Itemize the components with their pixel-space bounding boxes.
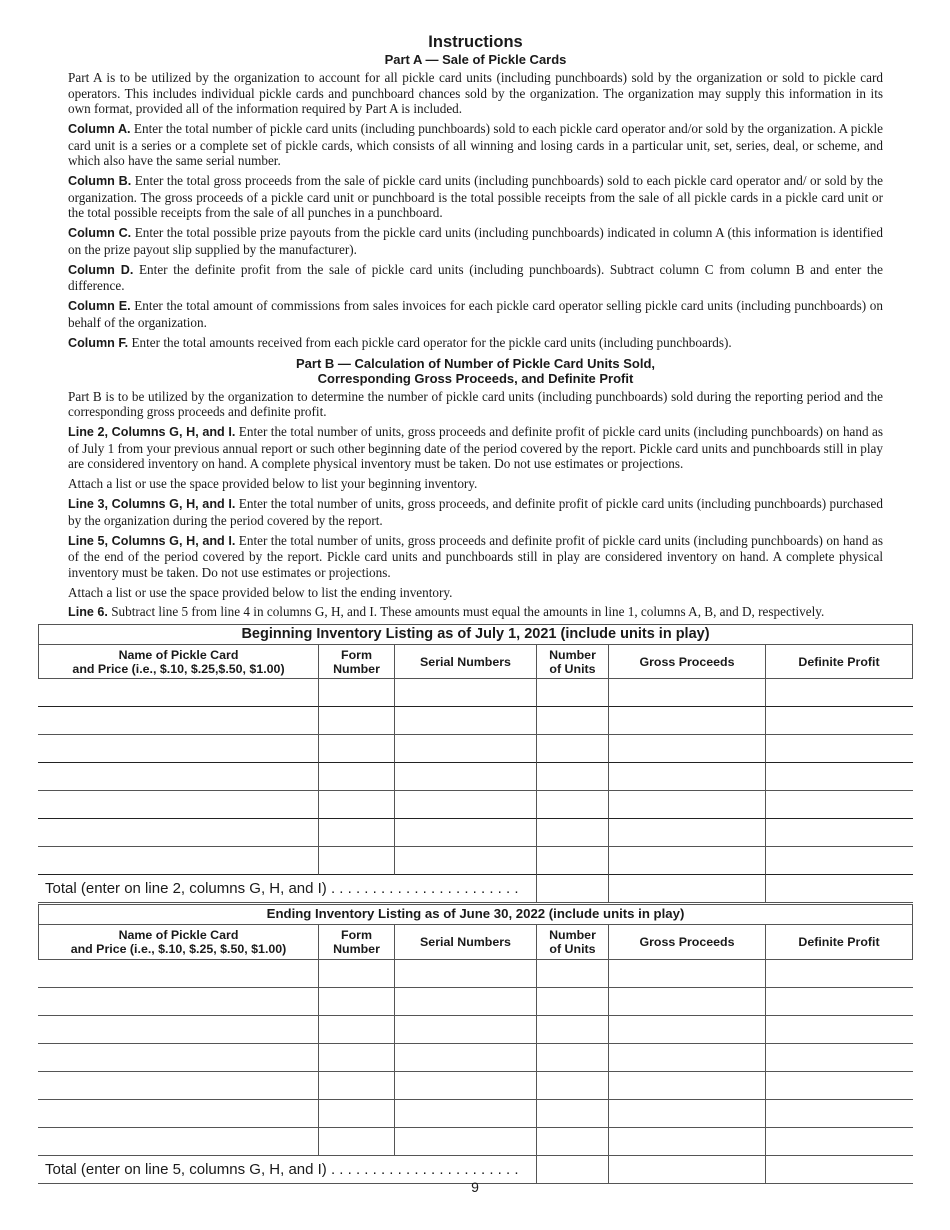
line-2-text: Enter the total number of units, gross proceeds and definite profit of pickle card units (including punchboards) on hand as of July 1 from your previous annual report or such other beginning date of the period covered by the report. Pickle card units and punchboards still in play are considered inventory on hand. A complete physical inventory must be taken. Do not use estimates or projections. (68, 424, 883, 472)
gross-cell[interactable] (608, 763, 765, 791)
header-number-of-units: Number of Units (536, 924, 608, 960)
units-cell[interactable] (536, 735, 608, 763)
column-a-label: Column A. (68, 122, 131, 137)
units-cell[interactable] (536, 1016, 608, 1044)
total-units-cell[interactable] (536, 875, 608, 903)
gross-cell[interactable] (608, 1016, 765, 1044)
column-f-label: Column F. (68, 335, 129, 350)
serial-cell[interactable] (394, 763, 536, 791)
part-b-heading-line1: Part B — Calculation of Number of Pickle Card Units Sold, (296, 355, 655, 371)
line-6-label: Line 6. (68, 605, 108, 620)
profit-cell[interactable] (765, 819, 913, 847)
gross-cell[interactable] (608, 819, 765, 847)
serial-cell[interactable] (394, 847, 536, 875)
gross-cell[interactable] (608, 1044, 765, 1072)
table-row[interactable] (38, 707, 913, 735)
ending-table-title: Ending Inventory Listing as of June 30, 2022 (include units in play) (38, 904, 913, 924)
form-cell[interactable] (318, 735, 394, 763)
serial-cell[interactable] (394, 1100, 536, 1128)
serial-cell[interactable] (394, 819, 536, 847)
header-definite-profit: Definite Profit (765, 924, 913, 960)
serial-cell[interactable] (394, 707, 536, 735)
form-cell[interactable] (318, 791, 394, 819)
beginning-table-title: Beginning Inventory Listing as of July 1, 2021 (include units in play) (38, 624, 913, 644)
form-cell[interactable] (318, 1100, 394, 1128)
gross-cell[interactable] (608, 1072, 765, 1100)
name-cell[interactable] (38, 988, 318, 1016)
gross-cell[interactable] (608, 791, 765, 819)
column-c-instruction (68, 225, 883, 257)
table-row[interactable] (38, 988, 913, 1016)
total-gross-cell[interactable] (608, 875, 765, 903)
header-serial-numbers: Serial Numbers (394, 644, 536, 679)
form-cell[interactable] (318, 763, 394, 791)
units-cell[interactable] (536, 819, 608, 847)
serial-cell[interactable] (394, 988, 536, 1016)
units-cell[interactable] (536, 960, 608, 988)
gross-cell[interactable] (608, 988, 765, 1016)
part-a-heading: Part A — Sale of Pickle Cards (384, 52, 567, 67)
profit-cell[interactable] (765, 763, 913, 791)
form-cell[interactable] (318, 988, 394, 1016)
column-b-text: Enter the total gross proceeds from the sale of pickle card units (including punchboards) sold to each pickle card operator and/ or sold by the organization. The gross proceeds of a pickle card unit or punchboard is the total possible receipts from the sale of all pickle cards in a pickle card unit or the total possible receipts from the sale of all punches in a punchboard. (68, 173, 884, 221)
form-cell[interactable] (318, 819, 394, 847)
name-cell[interactable] (38, 960, 318, 988)
profit-cell[interactable] (765, 707, 913, 735)
table-row[interactable] (38, 1044, 913, 1072)
header-serial-numbers: Serial Numbers (394, 924, 536, 960)
profit-cell[interactable] (765, 735, 913, 763)
table-row[interactable] (38, 735, 913, 763)
units-cell[interactable] (536, 679, 608, 707)
part-b-heading-line2: Corresponding Gross Proceeds, and Definite Profit (317, 370, 634, 386)
profit-cell[interactable] (765, 988, 913, 1016)
units-cell[interactable] (536, 1072, 608, 1100)
column-e-text: Enter the total amount of commissions from sales invoices for each pickle card operator selling pickle card units (including punchboards) on behalf of the organization. (68, 298, 883, 330)
table-row[interactable] (38, 679, 913, 707)
column-d-text: Enter the definite profit from the sale of pickle card units (including punchboards). Subtract column C from column B and enter the difference. (68, 261, 883, 294)
table-row[interactable] (38, 847, 913, 875)
table-row[interactable] (38, 791, 913, 819)
name-cell[interactable] (38, 707, 318, 735)
units-cell[interactable] (536, 791, 608, 819)
name-cell[interactable] (38, 735, 318, 763)
units-cell[interactable] (536, 1100, 608, 1128)
gross-cell[interactable] (608, 679, 765, 707)
units-cell[interactable] (536, 847, 608, 875)
page-title: Instructions (428, 33, 523, 51)
line-2-label: Line 2, Columns G, H, and I. (68, 425, 236, 440)
column-e-instruction (68, 298, 883, 330)
column-a-instruction (68, 121, 883, 169)
header-definite-profit: Definite Profit (765, 644, 913, 679)
column-f-instruction (68, 335, 883, 352)
serial-cell[interactable] (394, 679, 536, 707)
line-5-text: Enter the total number of units, gross proceeds and definite profit of pickle card units (including punchboards) on hand as of the end of the period covered by the report. Pickle card units and punchboards still in play are considered inventory on hand. A complete physical inventory must be taken. Do not use estimates or projections. (68, 532, 883, 580)
form-cell[interactable] (318, 679, 394, 707)
header-gross-proceeds: Gross Proceeds (608, 644, 765, 679)
line-2-instruction (68, 424, 883, 472)
page-number: 9 (471, 1179, 479, 1195)
line-3-label: Line 3, Columns G, H, and I. (68, 497, 236, 512)
units-cell[interactable] (536, 988, 608, 1016)
table-row[interactable] (38, 763, 913, 791)
column-c-text: Enter the total possible prize payouts from the pickle card units (including punchboards) indicated in column A (this information is identified on the prize payout slip supplied by the manufacturer). (68, 225, 883, 257)
form-cell[interactable] (318, 847, 394, 875)
beginning-table-body (38, 679, 913, 875)
name-cell[interactable] (38, 1044, 318, 1072)
beginning-table-header (38, 644, 913, 679)
serial-cell[interactable] (394, 791, 536, 819)
form-cell[interactable] (318, 1128, 394, 1156)
line-3-text: Enter the total number of units, gross proceeds, and definite profit of pickle card units (including punchboards) purchased by the organization during the period covered by the report. (68, 496, 883, 528)
profit-cell[interactable] (765, 1016, 913, 1044)
table-row[interactable] (38, 1072, 913, 1100)
line-6-instruction (68, 604, 883, 621)
column-a-text: Enter the total number of pickle card units (including punchboards) sold to each pickle card operator and/or sold by the organization. A pickle card unit is a series or a complete set of pickle cards, which consists of all winning and losing cards in a particular unit, set, series, deal, or scheme, and which also have the same serial number. (68, 121, 884, 169)
line-3-instruction (68, 496, 883, 528)
part-a-intro: Part A is to be utilized by the organization to account for all pickle card units (including punchboards) sold by the organization or sold to pickle card operators. This includes individual pickle cards and punchboard chances sold by the organization. The organization may supply this information in its own format, provided all of the information required by Part A is included. (68, 70, 883, 117)
units-cell[interactable] (536, 707, 608, 735)
name-cell[interactable] (38, 1100, 318, 1128)
name-cell[interactable] (38, 1128, 318, 1156)
beginning-total-label: Total (enter on line 2, columns G, H, and I) . . . . . . . . . . . . . . . . . . . . . . . (38, 875, 536, 903)
profit-cell[interactable] (765, 679, 913, 707)
header-form-number: Form Number (318, 924, 394, 960)
profit-cell[interactable] (765, 1100, 913, 1128)
serial-cell[interactable] (394, 960, 536, 988)
serial-cell[interactable] (394, 1128, 536, 1156)
form-cell[interactable] (318, 960, 394, 988)
units-cell[interactable] (536, 1044, 608, 1072)
serial-cell[interactable] (394, 1072, 536, 1100)
table-row[interactable] (38, 1128, 913, 1156)
serial-cell[interactable] (394, 1016, 536, 1044)
form-cell[interactable] (318, 1016, 394, 1044)
profit-cell[interactable] (765, 1128, 913, 1156)
form-cell[interactable] (318, 707, 394, 735)
gross-cell[interactable] (608, 1100, 765, 1128)
total-profit-cell[interactable] (765, 875, 913, 903)
profit-cell[interactable] (765, 847, 913, 875)
gross-cell[interactable] (608, 1128, 765, 1156)
attach-beginning-note: Attach a list or use the space provided below to list your beginning inventory. (68, 476, 478, 492)
column-d-instruction (68, 262, 883, 294)
profit-cell[interactable] (765, 1044, 913, 1072)
header-number-of-units: Number of Units (536, 644, 608, 679)
ending-inventory-table (38, 904, 913, 1184)
header-form-number: Form Number (318, 644, 394, 679)
name-cell[interactable] (38, 1016, 318, 1044)
units-cell[interactable] (536, 763, 608, 791)
beginning-total-row (38, 875, 913, 903)
profit-cell[interactable] (765, 960, 913, 988)
attach-ending-note: Attach a list or use the space provided below to list the ending inventory. (68, 584, 453, 600)
gross-cell[interactable] (608, 960, 765, 988)
serial-cell[interactable] (394, 1044, 536, 1072)
table-row[interactable] (38, 819, 913, 847)
ending-total-label: Total (enter on line 5, columns G, H, and I) . . . . . . . . . . . . . . . . . . . . . . . (38, 1156, 536, 1184)
line-5-instruction (68, 533, 883, 581)
gross-cell[interactable] (608, 707, 765, 735)
name-cell[interactable] (38, 819, 318, 847)
column-c-label: Column C. (68, 226, 132, 241)
gross-cell[interactable] (608, 847, 765, 875)
part-b-intro: Part B is to be utilized by the organization to determine the number of pickle card units (including punchboards) sold during the reporting period and the corresponding gross proceeds and definite profit. (68, 388, 883, 420)
profit-cell[interactable] (765, 791, 913, 819)
column-e-label: Column E. (68, 299, 131, 314)
header-name-price: Name of Pickle Card and Price (i.e., $.10, $.25,$.50, $1.00) (38, 644, 318, 679)
table-row[interactable] (38, 1016, 913, 1044)
profit-cell[interactable] (765, 1072, 913, 1100)
name-cell[interactable] (38, 847, 318, 875)
ending-table-body (38, 960, 913, 1156)
name-cell[interactable] (38, 791, 318, 819)
table-row[interactable] (38, 960, 913, 988)
beginning-inventory-table (38, 624, 913, 903)
serial-cell[interactable] (394, 735, 536, 763)
column-d-label: Column D. (68, 262, 134, 277)
form-cell[interactable] (318, 1072, 394, 1100)
name-cell[interactable] (38, 679, 318, 707)
line-5-label: Line 5, Columns G, H, and I. (68, 533, 236, 548)
header-gross-proceeds: Gross Proceeds (608, 924, 765, 960)
form-cell[interactable] (318, 1044, 394, 1072)
table-row[interactable] (38, 1100, 913, 1128)
line-6-text: Subtract line 5 from line 4 in columns G, H, and I. These amounts must equal the amounts in line 1, columns A, B, and D, respectively. (111, 604, 825, 620)
name-cell[interactable] (38, 1072, 318, 1100)
column-b-instruction (68, 173, 883, 221)
gross-cell[interactable] (608, 735, 765, 763)
header-name-price: Name of Pickle Card and Price (i.e., $.10, $.25, $.50, $1.00) (38, 924, 318, 960)
name-cell[interactable] (38, 763, 318, 791)
ending-table-header (38, 924, 913, 960)
column-f-text: Enter the total amounts received from each pickle card operator for the pickle card units (including punchboards). (131, 334, 732, 350)
units-cell[interactable] (536, 1128, 608, 1156)
column-b-label: Column B. (68, 174, 132, 189)
instructions-text (68, 30, 883, 625)
